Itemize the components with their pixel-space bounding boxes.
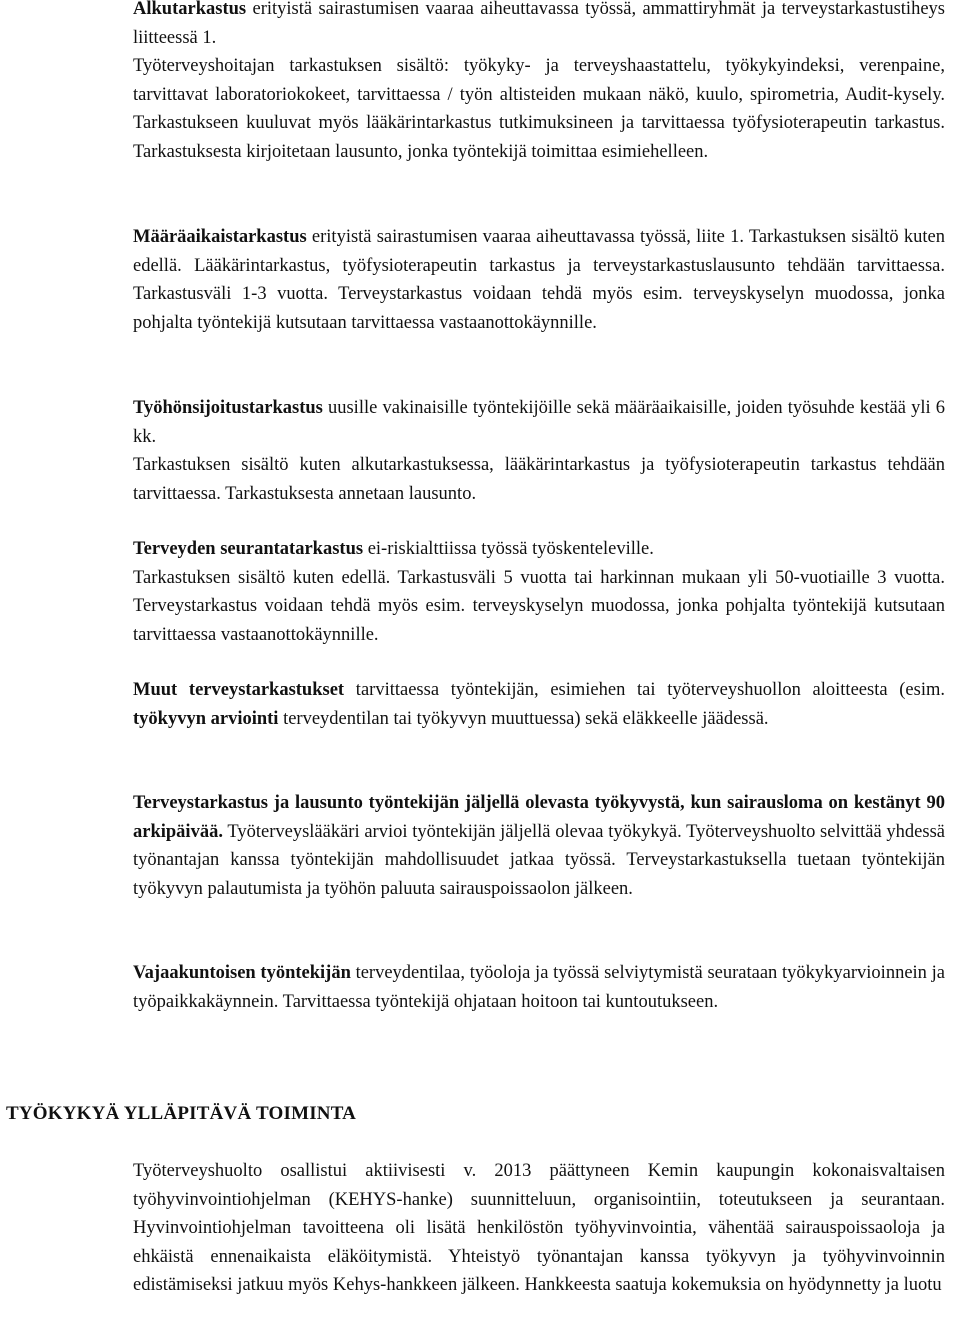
paragraph-jaljella-oleva-tyokyky xyxy=(133,789,945,903)
text-tyohonsijoitustarkastus: uusille vakinaisille työntekijöille sekä määräaikaisille, joiden työsuhde kestää yli 6 kk. Tarkastuksen sisältö kuten alkutarkastuksessa, lääkärintarkastus ja työfysioterapeutin tarkastus tehdään tarvittaessa. Tarkastuksesta annetaan lausunto. xyxy=(133,398,945,504)
term-muut-terveystarkastukset: Muut terveystarkastukset xyxy=(133,680,345,700)
text-terveyden-seurantatarkastus: ei-riskialttiissa työssä työskenteleville. Tarkastuksen sisältö kuten edellä. Tarkastusväli 5 vuotta tai harkinnan mukaan yli 50-vuotiaille 3 vuotta. Terveystarkastus voidaan tehdä myös esim. terveyskyselyn muodossa, jonka pohjalta työntekijä kutsutaan tarvittaessa vastaanottokäynnille. xyxy=(133,539,945,645)
text-vajaakuntoinen: terveydentilaa, työoloja ja työssä selviytymistä seurataan työkykyarvioinnein ja työpaikkakäynnein. Tarvittaessa työntekijä ohjataan hoitoon tai kuntoutukseen. xyxy=(133,963,945,1012)
term-tyohonsijoitustarkastus: Työhönsijoitustarkastus xyxy=(133,398,323,418)
paragraph-terveyden-seurantatarkastus xyxy=(133,535,945,649)
term-maaraaikaistarkastus: Määräaikaistarkastus xyxy=(133,227,307,247)
term-alkutarkastus: Alkutarkastus xyxy=(133,0,247,19)
paragraph-muut-terveystarkastukset xyxy=(133,676,945,733)
paragraph-alkutarkastus xyxy=(133,0,945,167)
term-tyokyvyn-arviointi: työkyvyn arviointi xyxy=(133,708,279,729)
text-alkutarkastus: erityistä sairastumisen vaaraa aiheuttavassa työssä, ammattiryhmät ja terveystarkastustiheys liitteessä 1. Työterveyshoitajan tarkastuksen sisältö: työkyky- ja terveyshaastattelu, työkykyindeksi, verenpaine, tarvittavat laboratoriokokeet, tarvittaessa / työn altisteiden mukaan näkö, kuulo, spirometria, Audit-kysely. Tarkastukseen kuuluvat myös lääkärintarkastus tutkimuksineen ja tarvittaessa työfysioterapeutin tarkastus. Tarkastuksesta kirjoitetaan lausunto, jonka työntekijä toimittaa esimiehelleen. xyxy=(133,0,945,162)
paragraph-section-text: Työterveyshuolto osallistui aktiivisesti v. 2013 päättyneen Kemin kaupungin kokonaisvaltaisen työhyvinvointiohjelman (KEHYS-hanke) suunnitteluun, organisointiin, toteutukseen ja seurantaan. Hyvinvointiohjelman tavoitteena oli lisätä henkilöstön työhyvinvointia, vähentää sairauspoissaoloja ja ehkäistä ennenaikaista eläköitymistä. Yhteistyö työnantajan kanssa työkyvyn ja työhyvinvoinnin edistämiseksi jatkuu myös Kehys-hankkeen jälkeen. Hankkeesta saatuja kokemuksia on hyödynnetty ja luotu xyxy=(133,1161,945,1296)
term-jaljella-oleva-tyokyky: Terveystarkastus ja lausunto työntekijän jäljellä olevasta työkyvystä, kun sairausloma on kestänyt 90 arkipäivää. xyxy=(133,793,945,842)
text-maaraaikaistarkastus: erityistä sairastumisen vaaraa aiheuttavassa työssä, liite 1. Tarkastuksen sisältö kuten edellä. Lääkärintarkastus, työfysioterapeutin tarkastus ja terveystarkastuslausunto tehdään tarvittaessa. Tarkastusväli 1-3 vuotta. Terveystarkastus voidaan tehdä myös esim. terveyskyselyn muodossa, jonka pohjalta työntekijä kutsutaan tarvittaessa vastaanottokäynnille. xyxy=(133,227,945,333)
term-terveyden-seurantatarkastus: Terveyden seurantatarkastus xyxy=(133,539,364,559)
text-muut-b: terveydentilan tai työkyvyn muuttuessa) sekä eläkkeelle jäädessä. xyxy=(278,708,769,729)
term-vajaakuntoinen: Vajaakuntoisen työntekijän xyxy=(133,963,351,983)
text-muut-a: tarvittaessa työntekijän, esimiehen tai työterveyshuollon aloitteesta (esim. xyxy=(344,680,945,700)
paragraph-vajaakuntoinen xyxy=(133,959,945,1016)
paragraph-maaraaikaistarkastus xyxy=(133,223,945,337)
paragraph-tyohonsijoitustarkastus xyxy=(133,394,945,508)
text-jaljella-oleva-tyokyky: Työterveyslääkäri arvioi työntekijän jäljellä olevaa työkykyä. Työterveyshuolto selvittää yhdessä työnantajan kanssa työntekijän mahdollisuudet jatkaa työssä. Terveystarkastuksella tuetaan työntekijän työkyvyn palautumista ja työhön paluuta sairauspoissaolon jälkeen. xyxy=(133,821,945,899)
section-heading: TYÖKYKYÄ YLLÄPITÄVÄ TOIMINTA xyxy=(6,1103,357,1124)
